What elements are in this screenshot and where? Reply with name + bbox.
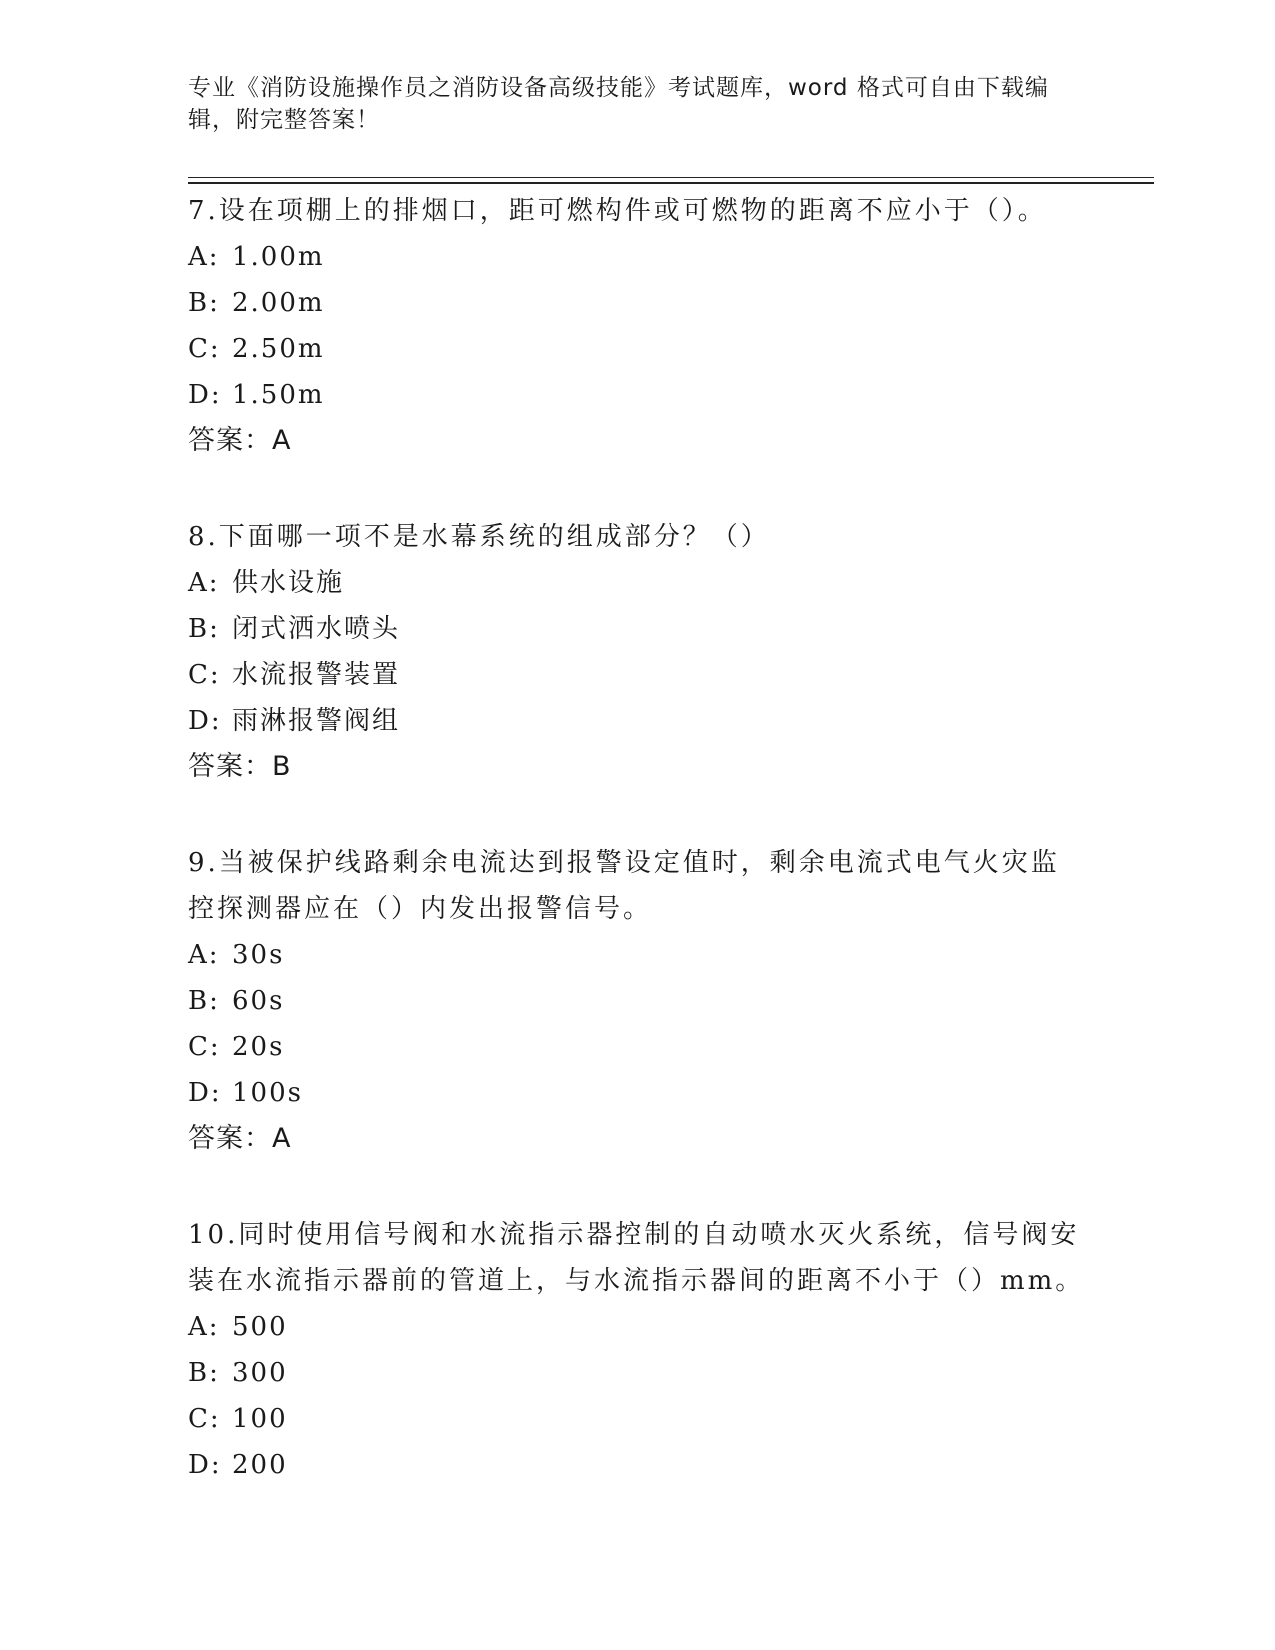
question-stem-line-2: 控探测器应在（）内发出报警信号。: [188, 894, 653, 924]
option-letter: D:: [188, 1078, 222, 1108]
answer-line: 答案：A: [188, 425, 292, 456]
option-letter: B:: [188, 1358, 220, 1388]
question-stem: 7.设在项棚上的排烟口，距可燃构件或可燃物的距离不应小于（）。: [188, 196, 1047, 226]
option-text: 30s: [232, 940, 285, 970]
option-letter: A:: [188, 568, 220, 598]
question-10: [188, 1212, 1088, 1488]
option-text: 200: [232, 1450, 288, 1480]
option-text: 100s: [232, 1078, 303, 1108]
option-letter: C:: [188, 1404, 221, 1434]
option-text: 闭式洒水喷头: [232, 614, 401, 644]
option-letter: A:: [188, 1312, 220, 1342]
option-letter: A:: [188, 242, 220, 272]
question-stem-line-2: 装在水流指示器前的管道上，与水流指示器间的距离不小于（）mm。: [188, 1266, 1085, 1296]
option-b: [188, 978, 1088, 1024]
option-b: [188, 1350, 1088, 1396]
question-7: [188, 188, 1088, 464]
answer-line: 答案：A: [188, 1123, 292, 1154]
option-text: 水流报警装置: [232, 660, 401, 690]
option-text: 2.50m: [232, 334, 325, 364]
option-text: 1.00m: [232, 242, 325, 272]
option-a: [188, 1304, 1088, 1350]
option-letter: D:: [188, 380, 222, 410]
question-9: [188, 840, 1088, 1162]
option-text: 300: [232, 1358, 288, 1388]
option-letter: B:: [188, 614, 220, 644]
option-text: 100: [232, 1404, 288, 1434]
question-list: [188, 188, 1088, 1538]
option-text: 2.00m: [232, 288, 325, 318]
document-header: [188, 72, 1068, 136]
option-d: [188, 1070, 1088, 1116]
option-letter: B:: [188, 288, 220, 318]
option-a: [188, 932, 1088, 978]
header-divider-thick: [188, 182, 1154, 184]
option-text: 500: [232, 1312, 288, 1342]
option-letter: D:: [188, 706, 222, 736]
option-text: 60s: [232, 986, 285, 1016]
option-letter: A:: [188, 940, 220, 970]
question-stem-line-1: 10.同时使用信号阀和水流指示器控制的自动喷水灭火系统，信号阀安: [188, 1220, 1080, 1250]
option-b: [188, 280, 1088, 326]
option-letter: C:: [188, 660, 221, 690]
header-line-2: 辑，附完整答案！: [188, 107, 380, 133]
option-d: [188, 372, 1088, 418]
answer-line: 答案：B: [188, 751, 292, 782]
option-c: [188, 326, 1088, 372]
option-letter: B:: [188, 986, 220, 1016]
option-a: [188, 560, 1088, 606]
option-text: 20s: [232, 1032, 285, 1062]
question-stem-line-1: 9.当被保护线路剩余电流达到报警设定值时，剩余电流式电气火灾监: [188, 848, 1060, 878]
question-8: [188, 514, 1088, 790]
option-c: [188, 1024, 1088, 1070]
option-c: [188, 1396, 1088, 1442]
option-a: [188, 234, 1088, 280]
option-letter: C:: [188, 334, 221, 364]
option-letter: C:: [188, 1032, 221, 1062]
question-stem: 8.下面哪一项不是水幕系统的组成部分？（）: [188, 522, 770, 552]
option-c: [188, 652, 1088, 698]
option-text: 雨淋报警阀组: [232, 706, 401, 736]
option-d: [188, 1442, 1088, 1488]
header-divider-thin: [188, 177, 1154, 178]
option-b: [188, 606, 1088, 652]
option-letter: D:: [188, 1450, 222, 1480]
option-text: 1.50m: [232, 380, 325, 410]
option-d: [188, 698, 1088, 744]
option-text: 供水设施: [232, 568, 345, 598]
header-line-1: 专业《消防设施操作员之消防设备高级技能》考试题库，word 格式可自由下载编: [188, 75, 1049, 101]
